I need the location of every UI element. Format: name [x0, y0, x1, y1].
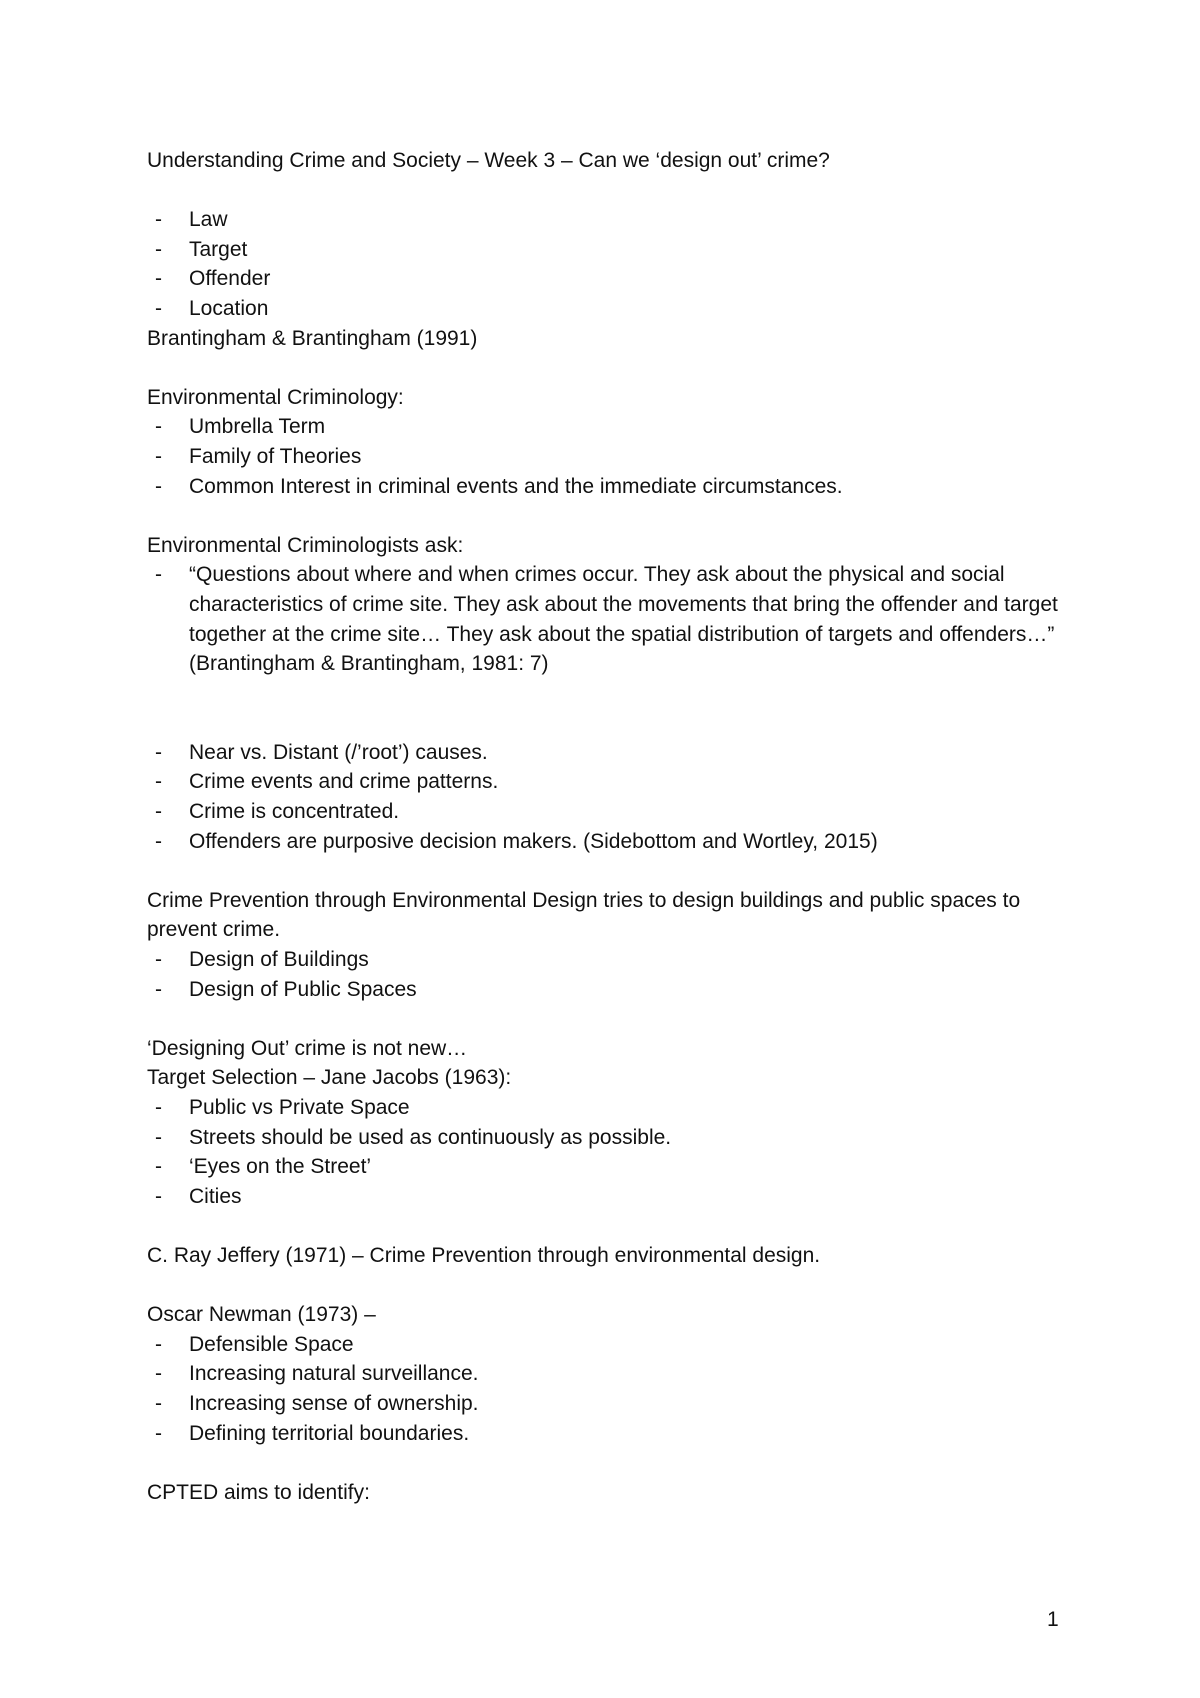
crime-elements-list — [147, 205, 1077, 323]
list-item: - Defining territorial boundaries. — [147, 1419, 1077, 1449]
list-item: - Defensible Space — [147, 1330, 1077, 1360]
section-heading: Environmental Criminologists ask: — [147, 533, 464, 557]
list-item: - ‘Eyes on the Street’ — [147, 1152, 1077, 1182]
list-item: - Increasing natural surveillance. — [147, 1359, 1077, 1389]
paragraph: Target Selection – Jane Jacobs (1963): — [147, 1066, 512, 1090]
spacer — [147, 1211, 1077, 1241]
list-item: - Offenders are purposive decision makers. (Sidebottom and Wortley, 2015) — [147, 827, 1077, 857]
document-body — [147, 146, 1077, 1507]
list-item: - Target — [147, 235, 1077, 265]
list-item: - Common Interest in criminal events and the immediate circumstances. — [147, 472, 1077, 502]
paragraph: Crime Prevention through Environmental Design tries to design buildings and public spaces to prevent crime. — [147, 888, 1021, 942]
list-item: - Design of Public Spaces — [147, 975, 1077, 1005]
paragraph: C. Ray Jeffery (1971) – Crime Prevention through environmental design. — [147, 1243, 821, 1267]
principles-list — [147, 738, 1077, 856]
spacer — [147, 1448, 1077, 1478]
quote-list — [147, 560, 1077, 678]
spacer — [147, 1004, 1077, 1034]
list-item: - Crime is concentrated. — [147, 797, 1077, 827]
spacer — [147, 176, 1077, 206]
list-item: - Increasing sense of ownership. — [147, 1389, 1077, 1419]
list-item: - Design of Buildings — [147, 945, 1077, 975]
document-title: Understanding Crime and Society – Week 3 – Can we ‘design out’ crime? — [147, 149, 830, 172]
list-item: - Cities — [147, 1182, 1077, 1212]
list-item: - Family of Theories — [147, 442, 1077, 472]
citation: Brantingham & Brantingham (1991) — [147, 326, 478, 350]
list-item: - Location — [147, 294, 1077, 324]
list-item: - Law — [147, 205, 1077, 235]
list-item: - Public vs Private Space — [147, 1093, 1077, 1123]
spacer — [147, 856, 1077, 886]
list-item: - Streets should be used as continuously as possible. — [147, 1123, 1077, 1153]
paragraph: CPTED aims to identify: — [147, 1480, 370, 1504]
list-item: - Umbrella Term — [147, 412, 1077, 442]
paragraph: ‘Designing Out’ crime is not new… — [147, 1036, 468, 1060]
list-item: - Offender — [147, 264, 1077, 294]
list-item: - Crime events and crime patterns. — [147, 767, 1077, 797]
newman-list — [147, 1330, 1077, 1448]
page-number: 1 — [1047, 1608, 1059, 1631]
jacobs-list — [147, 1093, 1077, 1211]
spacer — [147, 1271, 1077, 1301]
section-heading: Environmental Criminology: — [147, 385, 404, 409]
quote-item: - “Questions about where and when crimes occur. They ask about the physical and social characteristics of crime site. They ask about the movements that bring the offender and target together at the crime site… They ask about the spatial distribution of targets and offenders…” (Brantingham & Brantingham, 1981: 7) — [147, 560, 1077, 678]
spacer — [147, 501, 1077, 531]
spacer — [147, 679, 1077, 738]
env-crim-list — [147, 412, 1077, 501]
list-item: - Near vs. Distant (/’root’) causes. — [147, 738, 1077, 768]
spacer — [147, 353, 1077, 383]
section-heading: Oscar Newman (1973) – — [147, 1303, 376, 1327]
cpted-list — [147, 945, 1077, 1004]
